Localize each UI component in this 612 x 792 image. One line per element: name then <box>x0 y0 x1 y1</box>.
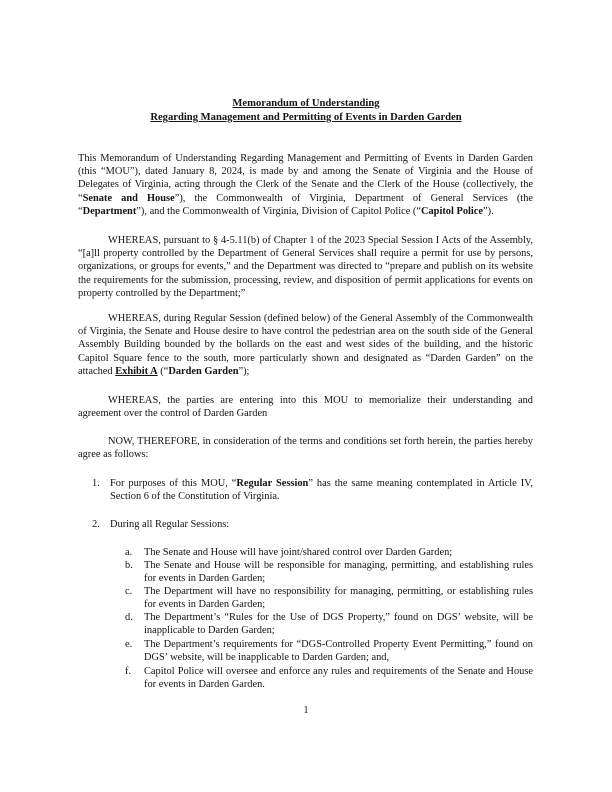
sub-item-letter: a. <box>125 547 133 558</box>
list-number: 1. <box>92 478 100 489</box>
sub-item-letter: e. <box>125 639 133 650</box>
sub-item-text: The Senate and House will have joint/shared control over Darden Garden; <box>144 547 453 558</box>
now-therefore-paragraph: NOW, THEREFORE, in consideration of the terms and conditions set forth herein, the parties hereby agree as follows: <box>78 436 533 461</box>
sub-item-text: The Senate and House will be responsible for managing, permitting, and establishing rules for events in Darden Garden; <box>144 560 533 585</box>
list-number: 2. <box>92 519 100 530</box>
sub-item-a <box>125 546 533 559</box>
sub-item-b <box>125 559 533 585</box>
sub-item-text: The Department’s requirements for “DGS-Controlled Property Event Permitting,” found on DGS’ website, will be inapplicable to Darden Garden; and, <box>144 639 533 664</box>
sub-item-letter: b. <box>125 560 133 571</box>
sub-item-e <box>125 638 533 664</box>
list-item-text: For purposes of this MOU, “Regular Session” has the same meaning contemplated in Article IV, Section 6 of the Constitution of Virginia. <box>110 478 533 503</box>
list-item-text: During all Regular Sessions: <box>110 519 230 530</box>
sub-item-letter: d. <box>125 612 133 623</box>
document-title-line-1: Memorandum of Understanding <box>232 98 380 109</box>
sub-item-f <box>125 665 533 691</box>
sub-item-text: The Department’s “Rules for the Use of DGS Property,” found on DGS’ website, will be inapplicable to Darden Garden; <box>144 612 533 637</box>
page-number: 1 <box>303 705 309 716</box>
sub-item-letter: c. <box>125 586 133 597</box>
whereas-paragraph-1: WHEREAS, pursuant to § 4-5.11(b) of Chapter 1 of the 2023 Special Session I Acts of the Assembly, “[a]ll property controlled by the Department of General Services shall require a permit for use by persons, organizations, or groups for events,” and the Department was directed to “prepare and publish on its website the requirements for the submission, processing, review, and disposition of permit applications for events on property controlled by the Department;” <box>78 235 533 299</box>
intro-paragraph: This Memorandum of Understanding Regarding Management and Permitting of Events in Darden Garden (this “MOU”), dated January 8, 2024, is made by and among the Senate of Virginia and the House of Delegates of Virginia, acting through the Clerk of the Senate and the Clerk of the House (collectively, the “Senate and House”), the Commonwealth of Virginia, Department of General Services (the “Department”), and the Commonwealth of Virginia, Division of Capitol Police (“Capitol Police”). <box>78 153 533 217</box>
sub-item-letter: f. <box>125 666 132 677</box>
whereas-paragraph-3: WHEREAS, the parties are entering into this MOU to memorialize their understanding and agreement over the control of Darden Garden <box>78 395 533 420</box>
list-item-1 <box>92 477 533 503</box>
document-title-line-2: Regarding Management and Permitting of Events in Darden Garden <box>150 112 462 123</box>
sub-item-text: Capitol Police will oversee and enforce any rules and requirements of the Senate and House for events in Darden Garden. <box>144 666 533 691</box>
whereas-paragraph-2: WHEREAS, during Regular Session (defined below) of the General Assembly of the Commonwealth of Virginia, the Senate and House desire to have control the pedestrian area on the south side of the General Assembly Building bounded by the bollards on the east and west sides of the building, and the historic Capitol Square fence to the south, more particularly shown and designated as “Darden Garden” on the attached Exhibit A (“Darden Garden”); <box>78 313 533 377</box>
sub-item-text: The Department will have no responsibility for managing, permitting, or establishing rules for events in Darden Garden; <box>144 586 533 611</box>
sub-item-d <box>125 611 533 637</box>
list-item-2 <box>92 518 533 531</box>
sub-item-c <box>125 585 533 611</box>
exhibit-a-reference: Exhibit A <box>115 365 158 377</box>
